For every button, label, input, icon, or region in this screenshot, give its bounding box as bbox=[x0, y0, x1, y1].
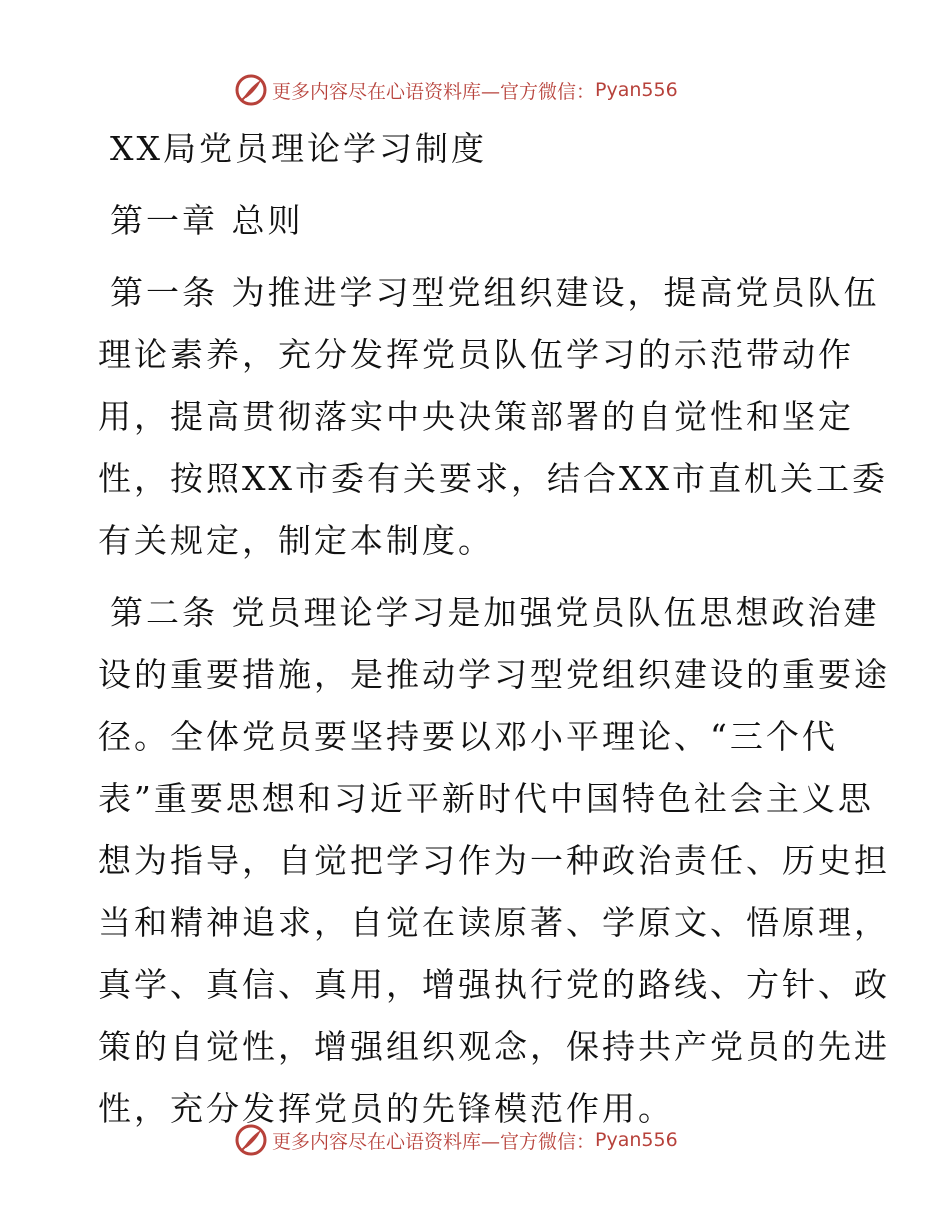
article-line: 真学、真信、真用，增强执行党的路线、方针、政 bbox=[98, 965, 890, 1004]
watermark-brand: Pyan556 bbox=[595, 1129, 678, 1151]
quill-seal-icon bbox=[234, 1123, 268, 1157]
watermark-text: 更多内容尽在心语资料库—官方微信： bbox=[272, 80, 596, 103]
document-title: XX局党员理论学习制度 bbox=[110, 129, 487, 168]
article-line: 想为指导，自觉把学习作为一种政治责任、历史担 bbox=[98, 841, 890, 880]
watermark-header bbox=[234, 72, 678, 108]
article-line: 设的重要措施，是推动学习型党组织建设的重要途 bbox=[98, 655, 890, 694]
watermark-text: 更多内容尽在心语资料库—官方微信： bbox=[272, 1130, 596, 1153]
quill-seal-icon bbox=[234, 73, 268, 107]
article-line: 第一条 为推进学习型党组织建设，提高党员队伍 bbox=[110, 273, 880, 312]
article-2 bbox=[98, 582, 890, 1140]
chapter-heading: 第一章 总则 bbox=[110, 201, 304, 240]
watermark-brand: Pyan556 bbox=[595, 79, 678, 101]
article-line: 策的自觉性，增强组织观念，保持共产党员的先进 bbox=[98, 1027, 890, 1066]
article-line: 性，充分发挥党员的先锋模范作用。 bbox=[98, 1089, 674, 1128]
article-line: 径。全体党员要坚持要以邓小平理论、“三个代 bbox=[98, 717, 838, 756]
article-line: 当和精神追求，自觉在读原著、学原文、悟原理， bbox=[98, 903, 890, 942]
article-line: 理论素养，充分发挥党员队伍学习的示范带动作 bbox=[98, 335, 854, 374]
article-line: 第二条 党员理论学习是加强党员队伍思想政治建 bbox=[110, 593, 880, 632]
article-line: 表”重要思想和习近平新时代中国特色社会主义思 bbox=[98, 779, 874, 818]
article-line: 性，按照XX市委有关要求，结合XX市直机关工委 bbox=[98, 459, 888, 498]
article-line: 用，提高贯彻落实中央决策部署的自觉性和坚定 bbox=[98, 397, 854, 436]
article-line: 有关规定，制定本制度。 bbox=[98, 521, 494, 560]
document-body bbox=[98, 118, 890, 1150]
article-1 bbox=[98, 262, 888, 572]
watermark-footer bbox=[234, 1122, 678, 1158]
